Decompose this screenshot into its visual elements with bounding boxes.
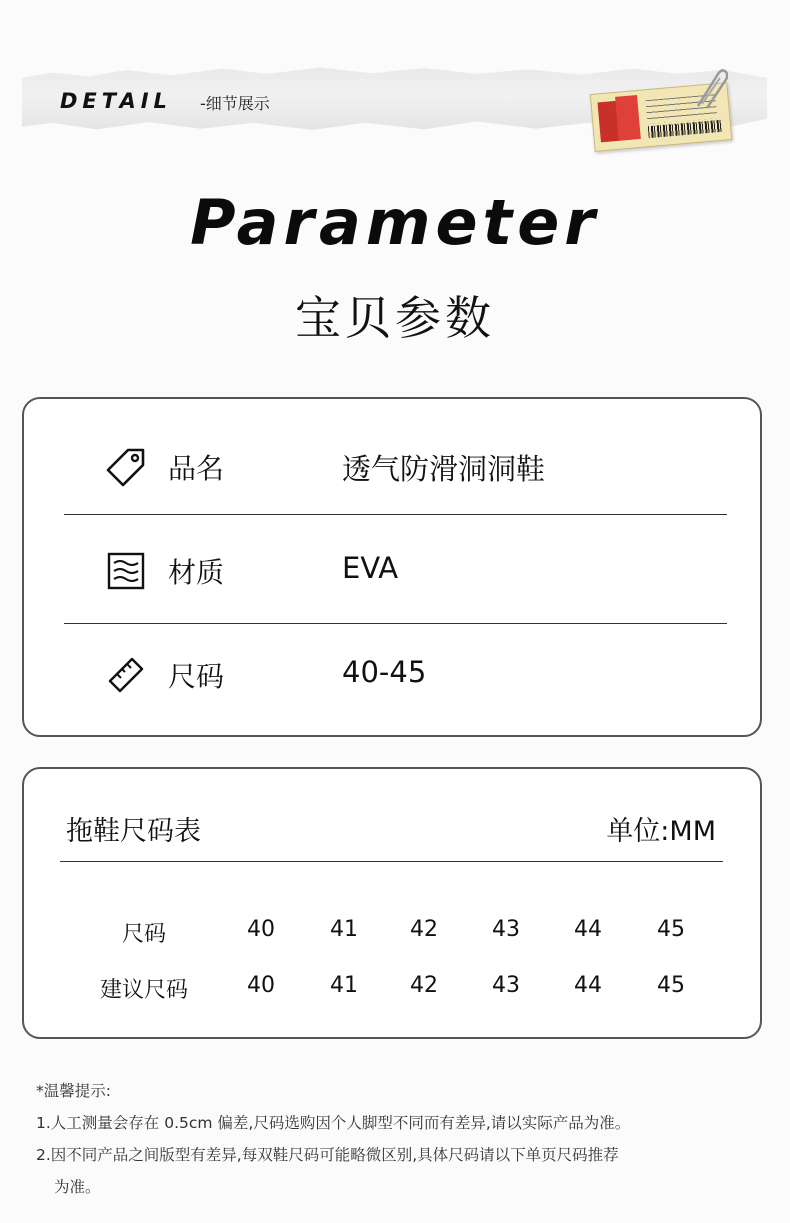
param-label: 材质 [168, 556, 225, 589]
size-cell: 43 [492, 917, 520, 942]
param-label: 品名 [168, 452, 225, 485]
divider [60, 861, 723, 862]
notes-line: 1.人工测量会存在 0.5cm 偏差,尺码选购因个人脚型不同而有差异,请以实际产品为准。 [36, 1114, 631, 1132]
size-cell: 40 [247, 917, 275, 942]
size-cell: 42 [410, 917, 438, 942]
size-cell: 45 [657, 973, 685, 998]
price-tag-icon [106, 447, 146, 487]
notes-title: *温馨提示: [36, 1082, 111, 1100]
tips-notes [36, 1075, 766, 1203]
param-value: 40-45 [342, 655, 427, 689]
size-row-label: 建议尺码 [99, 978, 188, 1003]
page-title-chinese: 宝贝参数 [295, 291, 495, 345]
banner-title: DETAIL [60, 89, 172, 113]
param-row-material [64, 517, 727, 627]
banner-subtitle: -细节展示 [200, 94, 270, 113]
size-cell: 42 [410, 973, 438, 998]
param-value: 透气防滑洞洞鞋 [342, 452, 546, 486]
size-cell: 44 [574, 973, 602, 998]
param-row-name [64, 407, 727, 517]
divider [64, 623, 727, 624]
divider [64, 514, 727, 515]
size-chart-card [22, 767, 762, 1039]
size-chart-unit: 单位:MM [606, 816, 716, 847]
size-cell: 40 [247, 973, 275, 998]
size-cell: 45 [657, 917, 685, 942]
size-row [24, 973, 764, 1007]
paperclip-icon [690, 66, 728, 110]
parameter-card [22, 397, 762, 737]
size-row [24, 917, 764, 951]
notes-line: 为准。 [54, 1178, 101, 1196]
param-label: 尺码 [168, 660, 225, 693]
page-title-english: Parameter [190, 186, 600, 259]
size-cell: 44 [574, 917, 602, 942]
param-value: EVA [342, 551, 399, 585]
size-cell: 41 [330, 917, 358, 942]
param-row-size [64, 627, 727, 737]
size-row-label: 尺码 [121, 922, 166, 947]
notes-line: 2.因不同产品之间版型有差异,每双鞋尺码可能略微区别,具体尺码请以下单页尺码推荐 [36, 1146, 619, 1164]
ruler-icon [106, 655, 146, 695]
size-chart-title: 拖鞋尺码表 [66, 816, 201, 847]
size-cell: 43 [492, 973, 520, 998]
fabric-material-icon [106, 551, 146, 591]
size-cell: 41 [330, 973, 358, 998]
